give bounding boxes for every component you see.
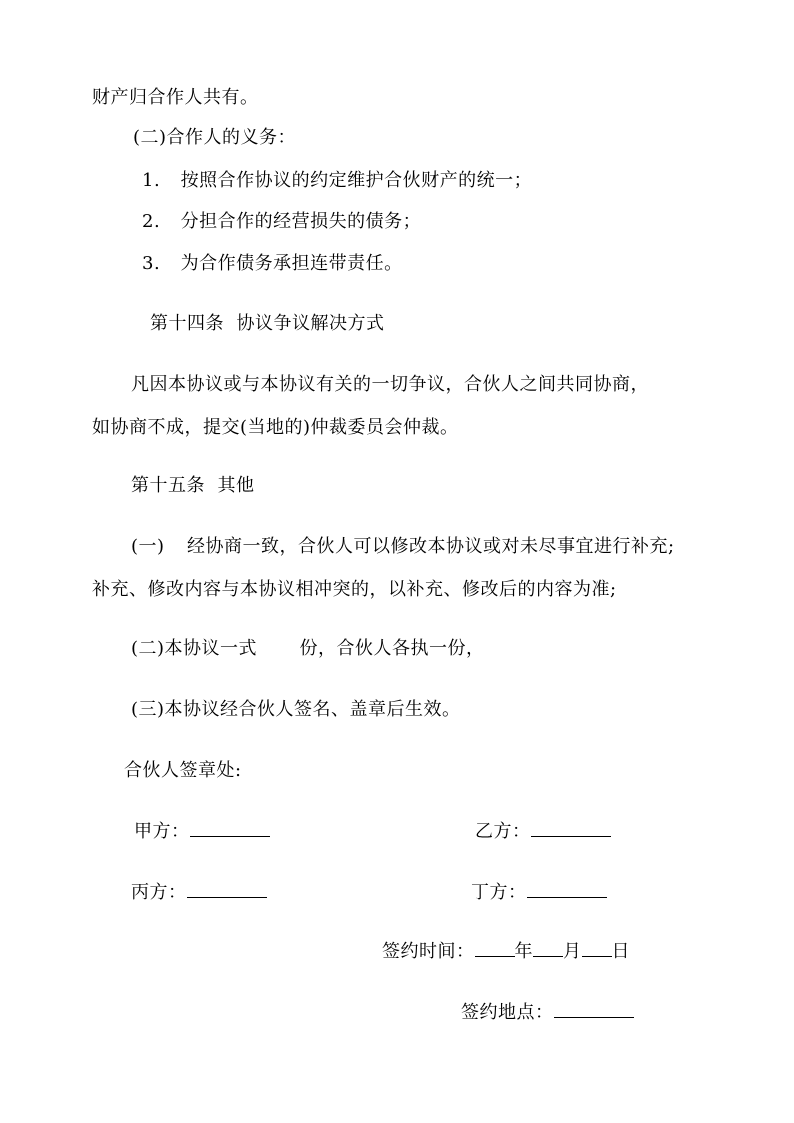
text-signatures-heading: 合伙人签章处: (124, 760, 242, 781)
text-article-15-heading: 第十五条 其他 (131, 475, 255, 496)
obligation-text-1: 按照合作协议的约定维护合伙财产的统一； (180, 170, 533, 191)
article-15-item-2 (131, 637, 485, 661)
obligation-number-3: 3. (142, 253, 161, 274)
label-day: 日 (611, 941, 630, 962)
signing-date (382, 938, 630, 964)
obligation-text-3: 为合作债务承担连带责任。 (180, 253, 403, 274)
text-item-1-line-2: 补充、修改内容与本协议相冲突的，以补充、修改后的内容为准; (92, 579, 617, 600)
text-article-14-line-2: 如协商不成，提交(当地的)仲裁委员会仲裁。 (92, 417, 459, 438)
label-signing-date: 签约时间： (382, 941, 475, 962)
party-a-signature (134, 818, 270, 844)
text-obligations-heading: (二)合作人的义务： (133, 127, 297, 148)
place-blank[interactable] (554, 999, 634, 1018)
text-item-2-after: 份，合伙人各执一份， (299, 638, 485, 659)
signatures-heading (124, 759, 242, 783)
obligation-item-2 (142, 210, 421, 234)
label-month: 月 (563, 941, 582, 962)
article-15-heading (131, 474, 254, 498)
paragraph-property-line (92, 86, 259, 110)
party-c-signature-blank[interactable] (187, 879, 267, 898)
label-party-d: 丁方： (471, 882, 527, 903)
article-14-paragraph-line-2 (92, 416, 459, 440)
party-c-signature (131, 879, 267, 905)
party-d-signature-blank[interactable] (527, 879, 607, 898)
obligation-number-1: 1. (142, 170, 161, 191)
label-year: 年 (514, 941, 533, 962)
party-b-signature (475, 818, 611, 844)
text-item-2-before: (二)本协议一式 (131, 638, 258, 659)
signing-place (461, 999, 634, 1025)
article-14-paragraph-line-1 (131, 373, 649, 397)
day-blank[interactable] (582, 938, 612, 957)
text-property-owned: 财产归合作人共有。 (92, 87, 259, 108)
text-item-1-line-1: 经协商一致，合伙人可以修改本协议或对未尽事宜进行补充; (187, 536, 675, 557)
text-item-1-prefix: (一) (131, 536, 165, 557)
obligation-number-2: 2. (142, 211, 161, 232)
text-article-14-line-1: 凡因本协议或与本协议有关的一切争议，合伙人之间共同协商， (131, 374, 649, 395)
label-party-b: 乙方： (475, 821, 531, 842)
party-b-signature-blank[interactable] (531, 818, 611, 837)
year-blank[interactable] (475, 938, 515, 957)
obligation-text-2: 分担合作的经营损失的债务； (180, 211, 422, 232)
text-item-3: (三)本协议经合伙人签名、盖章后生效。 (131, 699, 461, 720)
label-signing-place: 签约地点： (461, 1002, 554, 1023)
text-article-14-heading: 第十四条 协议争议解决方式 (150, 313, 385, 334)
obligation-item-1 (142, 169, 532, 193)
article-15-item-3 (131, 698, 461, 722)
article-15-item-1-line-1 (131, 535, 675, 559)
label-party-a: 甲方： (134, 821, 190, 842)
article-14-heading (150, 312, 384, 336)
party-a-signature-blank[interactable] (190, 818, 270, 837)
label-party-c: 丙方： (131, 882, 187, 903)
obligations-heading (133, 126, 296, 150)
party-d-signature (471, 879, 607, 905)
month-blank[interactable] (533, 938, 563, 957)
obligation-item-3 (142, 252, 403, 276)
article-15-item-1-line-2 (92, 578, 617, 602)
